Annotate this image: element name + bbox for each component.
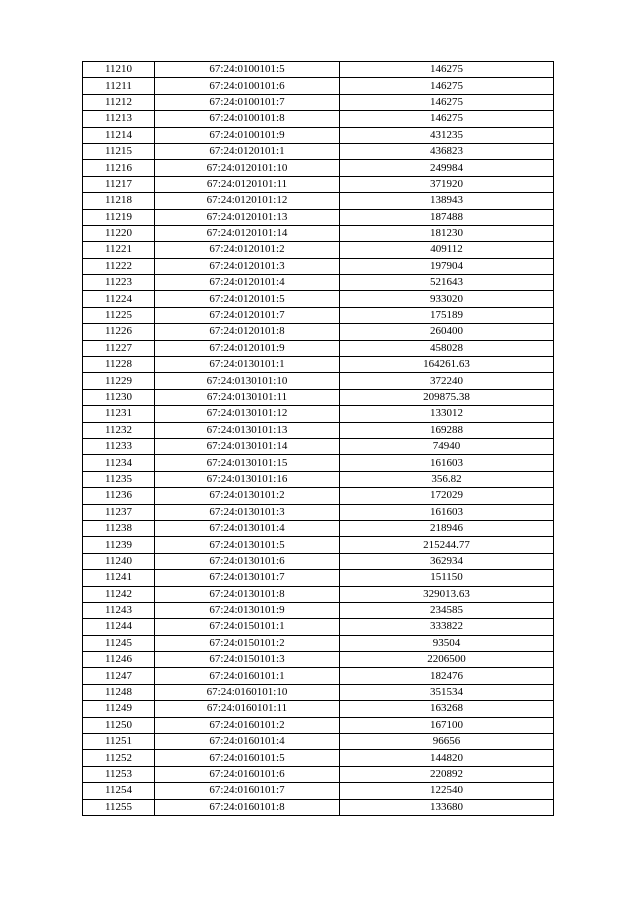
row-number-cell: 11238 bbox=[83, 520, 155, 536]
cadastral-number-cell: 67:24:0120101:12 bbox=[155, 193, 340, 209]
cadastral-number-cell: 67:24:0130101:4 bbox=[155, 520, 340, 536]
row-number-cell: 11213 bbox=[83, 111, 155, 127]
cadastral-value-cell: 215244.77 bbox=[340, 537, 554, 553]
table-row bbox=[83, 324, 554, 340]
table-row bbox=[83, 340, 554, 356]
table-row bbox=[83, 209, 554, 225]
cadastral-value-cell: 167100 bbox=[340, 717, 554, 733]
table-row bbox=[83, 455, 554, 471]
cadastral-number-cell: 67:24:0160101:8 bbox=[155, 799, 340, 815]
cadastral-number-cell: 67:24:0160101:5 bbox=[155, 750, 340, 766]
cadastral-value-cell: 161603 bbox=[340, 504, 554, 520]
row-number-cell: 11247 bbox=[83, 668, 155, 684]
cadastral-number-cell: 67:24:0130101:8 bbox=[155, 586, 340, 602]
cadastral-value-cell: 362934 bbox=[340, 553, 554, 569]
table-row bbox=[83, 78, 554, 94]
cadastral-number-cell: 67:24:0150101:3 bbox=[155, 652, 340, 668]
table-row bbox=[83, 750, 554, 766]
cadastral-value-cell: 249984 bbox=[340, 160, 554, 176]
table-row bbox=[83, 62, 554, 78]
cadastral-value-cell: 161603 bbox=[340, 455, 554, 471]
table-row bbox=[83, 357, 554, 373]
cadastral-value-cell: 2206500 bbox=[340, 652, 554, 668]
table-row bbox=[83, 422, 554, 438]
table-row bbox=[83, 766, 554, 782]
cadastral-number-cell: 67:24:0120101:7 bbox=[155, 307, 340, 323]
row-number-cell: 11248 bbox=[83, 684, 155, 700]
row-number-cell: 11237 bbox=[83, 504, 155, 520]
cadastral-value-cell: 220892 bbox=[340, 766, 554, 782]
row-number-cell: 11253 bbox=[83, 766, 155, 782]
cadastral-value-cell: 182476 bbox=[340, 668, 554, 684]
cadastral-value-cell: 356.82 bbox=[340, 471, 554, 487]
cadastral-value-cell: 164261.63 bbox=[340, 357, 554, 373]
table-row bbox=[83, 373, 554, 389]
cadastral-value-cell: 133012 bbox=[340, 406, 554, 422]
table-row bbox=[83, 258, 554, 274]
cadastral-value-cell: 146275 bbox=[340, 111, 554, 127]
cadastral-value-cell: 187488 bbox=[340, 209, 554, 225]
row-number-cell: 11230 bbox=[83, 389, 155, 405]
table-row bbox=[83, 225, 554, 241]
cadastral-value-cell: 163268 bbox=[340, 701, 554, 717]
table-row bbox=[83, 94, 554, 110]
row-number-cell: 11226 bbox=[83, 324, 155, 340]
cadastral-number-cell: 67:24:0160101:1 bbox=[155, 668, 340, 684]
cadastral-number-cell: 67:24:0130101:7 bbox=[155, 570, 340, 586]
row-number-cell: 11228 bbox=[83, 357, 155, 373]
table-row bbox=[83, 619, 554, 635]
row-number-cell: 11250 bbox=[83, 717, 155, 733]
cadastral-number-cell: 67:24:0160101:10 bbox=[155, 684, 340, 700]
row-number-cell: 11233 bbox=[83, 438, 155, 454]
cadastral-value-cell: 431235 bbox=[340, 127, 554, 143]
cadastral-value-cell: 218946 bbox=[340, 520, 554, 536]
cadastral-number-cell: 67:24:0160101:6 bbox=[155, 766, 340, 782]
cadastral-value-cell: 234585 bbox=[340, 602, 554, 618]
cadastral-number-cell: 67:24:0120101:5 bbox=[155, 291, 340, 307]
cadastral-value-cell: 371920 bbox=[340, 176, 554, 192]
cadastral-value-cell: 93504 bbox=[340, 635, 554, 651]
row-number-cell: 11239 bbox=[83, 537, 155, 553]
row-number-cell: 11229 bbox=[83, 373, 155, 389]
cadastral-number-cell: 67:24:0130101:13 bbox=[155, 422, 340, 438]
row-number-cell: 11214 bbox=[83, 127, 155, 143]
row-number-cell: 11224 bbox=[83, 291, 155, 307]
cadastral-number-cell: 67:24:0150101:1 bbox=[155, 619, 340, 635]
table-row bbox=[83, 471, 554, 487]
table-body bbox=[83, 62, 554, 816]
cadastral-number-cell: 67:24:0120101:8 bbox=[155, 324, 340, 340]
cadastral-value-cell: 146275 bbox=[340, 78, 554, 94]
cadastral-number-cell: 67:24:0160101:11 bbox=[155, 701, 340, 717]
row-number-cell: 11217 bbox=[83, 176, 155, 192]
row-number-cell: 11236 bbox=[83, 488, 155, 504]
cadastral-number-cell: 67:24:0120101:9 bbox=[155, 340, 340, 356]
cadastral-value-cell: 144820 bbox=[340, 750, 554, 766]
row-number-cell: 11240 bbox=[83, 553, 155, 569]
cadastral-value-cell: 96656 bbox=[340, 734, 554, 750]
cadastral-number-cell: 67:24:0120101:13 bbox=[155, 209, 340, 225]
cadastral-number-cell: 67:24:0100101:9 bbox=[155, 127, 340, 143]
table-row bbox=[83, 193, 554, 209]
table-row bbox=[83, 520, 554, 536]
cadastral-number-cell: 67:24:0100101:6 bbox=[155, 78, 340, 94]
table-row bbox=[83, 111, 554, 127]
cadastral-number-cell: 67:24:0120101:1 bbox=[155, 143, 340, 159]
table-row bbox=[83, 127, 554, 143]
cadastral-value-cell: 409112 bbox=[340, 242, 554, 258]
cadastral-number-cell: 67:24:0130101:10 bbox=[155, 373, 340, 389]
cadastral-value-cell: 172029 bbox=[340, 488, 554, 504]
table-row bbox=[83, 783, 554, 799]
cadastral-number-cell: 67:24:0100101:5 bbox=[155, 62, 340, 78]
cadastral-number-cell: 67:24:0130101:9 bbox=[155, 602, 340, 618]
table-row bbox=[83, 652, 554, 668]
row-number-cell: 11219 bbox=[83, 209, 155, 225]
cadastral-number-cell: 67:24:0130101:12 bbox=[155, 406, 340, 422]
row-number-cell: 11216 bbox=[83, 160, 155, 176]
cadastral-value-cell: 458028 bbox=[340, 340, 554, 356]
table-row bbox=[83, 799, 554, 815]
row-number-cell: 11235 bbox=[83, 471, 155, 487]
table-row bbox=[83, 291, 554, 307]
table-row bbox=[83, 307, 554, 323]
table-row bbox=[83, 275, 554, 291]
cadastral-value-cell: 151150 bbox=[340, 570, 554, 586]
row-number-cell: 11252 bbox=[83, 750, 155, 766]
cadastral-number-cell: 67:24:0130101:11 bbox=[155, 389, 340, 405]
cadastral-number-cell: 67:24:0160101:7 bbox=[155, 783, 340, 799]
cadastral-number-cell: 67:24:0120101:4 bbox=[155, 275, 340, 291]
table-row bbox=[83, 143, 554, 159]
row-number-cell: 11245 bbox=[83, 635, 155, 651]
cadastral-value-cell: 133680 bbox=[340, 799, 554, 815]
cadastral-value-cell: 169288 bbox=[340, 422, 554, 438]
row-number-cell: 11218 bbox=[83, 193, 155, 209]
cadastral-number-cell: 67:24:0130101:2 bbox=[155, 488, 340, 504]
row-number-cell: 11243 bbox=[83, 602, 155, 618]
row-number-cell: 11246 bbox=[83, 652, 155, 668]
row-number-cell: 11234 bbox=[83, 455, 155, 471]
cadastral-number-cell: 67:24:0120101:11 bbox=[155, 176, 340, 192]
cadastral-value-cell: 74940 bbox=[340, 438, 554, 454]
row-number-cell: 11231 bbox=[83, 406, 155, 422]
table-row bbox=[83, 488, 554, 504]
table-row bbox=[83, 537, 554, 553]
row-number-cell: 11212 bbox=[83, 94, 155, 110]
cadastral-value-table bbox=[82, 61, 554, 816]
row-number-cell: 11225 bbox=[83, 307, 155, 323]
cadastral-value-cell: 351534 bbox=[340, 684, 554, 700]
cadastral-value-cell: 209875.38 bbox=[340, 389, 554, 405]
row-number-cell: 11241 bbox=[83, 570, 155, 586]
cadastral-number-cell: 67:24:0130101:15 bbox=[155, 455, 340, 471]
table-row bbox=[83, 684, 554, 700]
cadastral-number-cell: 67:24:0100101:8 bbox=[155, 111, 340, 127]
row-number-cell: 11244 bbox=[83, 619, 155, 635]
row-number-cell: 11249 bbox=[83, 701, 155, 717]
row-number-cell: 11242 bbox=[83, 586, 155, 602]
table-row bbox=[83, 242, 554, 258]
cadastral-value-cell: 181230 bbox=[340, 225, 554, 241]
cadastral-value-cell: 329013.63 bbox=[340, 586, 554, 602]
cadastral-value-cell: 521643 bbox=[340, 275, 554, 291]
cadastral-number-cell: 67:24:0120101:14 bbox=[155, 225, 340, 241]
cadastral-value-cell: 933020 bbox=[340, 291, 554, 307]
cadastral-number-cell: 67:24:0130101:16 bbox=[155, 471, 340, 487]
cadastral-number-cell: 67:24:0150101:2 bbox=[155, 635, 340, 651]
row-number-cell: 11221 bbox=[83, 242, 155, 258]
row-number-cell: 11215 bbox=[83, 143, 155, 159]
cadastral-number-cell: 67:24:0120101:2 bbox=[155, 242, 340, 258]
table-row bbox=[83, 160, 554, 176]
table-row bbox=[83, 602, 554, 618]
cadastral-number-cell: 67:24:0130101:6 bbox=[155, 553, 340, 569]
table-row bbox=[83, 717, 554, 733]
row-number-cell: 11251 bbox=[83, 734, 155, 750]
row-number-cell: 11227 bbox=[83, 340, 155, 356]
table-row bbox=[83, 570, 554, 586]
table-row bbox=[83, 389, 554, 405]
table-row bbox=[83, 635, 554, 651]
table-row bbox=[83, 504, 554, 520]
row-number-cell: 11223 bbox=[83, 275, 155, 291]
table-row bbox=[83, 701, 554, 717]
cadastral-value-cell: 146275 bbox=[340, 62, 554, 78]
cadastral-number-cell: 67:24:0100101:7 bbox=[155, 94, 340, 110]
cadastral-value-cell: 333822 bbox=[340, 619, 554, 635]
cadastral-value-cell: 260400 bbox=[340, 324, 554, 340]
row-number-cell: 11232 bbox=[83, 422, 155, 438]
row-number-cell: 11211 bbox=[83, 78, 155, 94]
cadastral-number-cell: 67:24:0130101:3 bbox=[155, 504, 340, 520]
table-row bbox=[83, 176, 554, 192]
table-row bbox=[83, 586, 554, 602]
cadastral-number-cell: 67:24:0130101:14 bbox=[155, 438, 340, 454]
table-row bbox=[83, 553, 554, 569]
row-number-cell: 11254 bbox=[83, 783, 155, 799]
cadastral-value-cell: 175189 bbox=[340, 307, 554, 323]
table-row bbox=[83, 668, 554, 684]
cadastral-number-cell: 67:24:0120101:10 bbox=[155, 160, 340, 176]
cadastral-number-cell: 67:24:0130101:1 bbox=[155, 357, 340, 373]
cadastral-value-cell: 372240 bbox=[340, 373, 554, 389]
cadastral-number-cell: 67:24:0160101:2 bbox=[155, 717, 340, 733]
cadastral-number-cell: 67:24:0120101:3 bbox=[155, 258, 340, 274]
table-row bbox=[83, 734, 554, 750]
table-row bbox=[83, 438, 554, 454]
row-number-cell: 11255 bbox=[83, 799, 155, 815]
table-row bbox=[83, 406, 554, 422]
cadastral-value-cell: 197904 bbox=[340, 258, 554, 274]
row-number-cell: 11222 bbox=[83, 258, 155, 274]
cadastral-value-cell: 146275 bbox=[340, 94, 554, 110]
cadastral-value-cell: 436823 bbox=[340, 143, 554, 159]
row-number-cell: 11210 bbox=[83, 62, 155, 78]
cadastral-number-cell: 67:24:0130101:5 bbox=[155, 537, 340, 553]
cadastral-value-cell: 138943 bbox=[340, 193, 554, 209]
cadastral-number-cell: 67:24:0160101:4 bbox=[155, 734, 340, 750]
row-number-cell: 11220 bbox=[83, 225, 155, 241]
cadastral-value-cell: 122540 bbox=[340, 783, 554, 799]
